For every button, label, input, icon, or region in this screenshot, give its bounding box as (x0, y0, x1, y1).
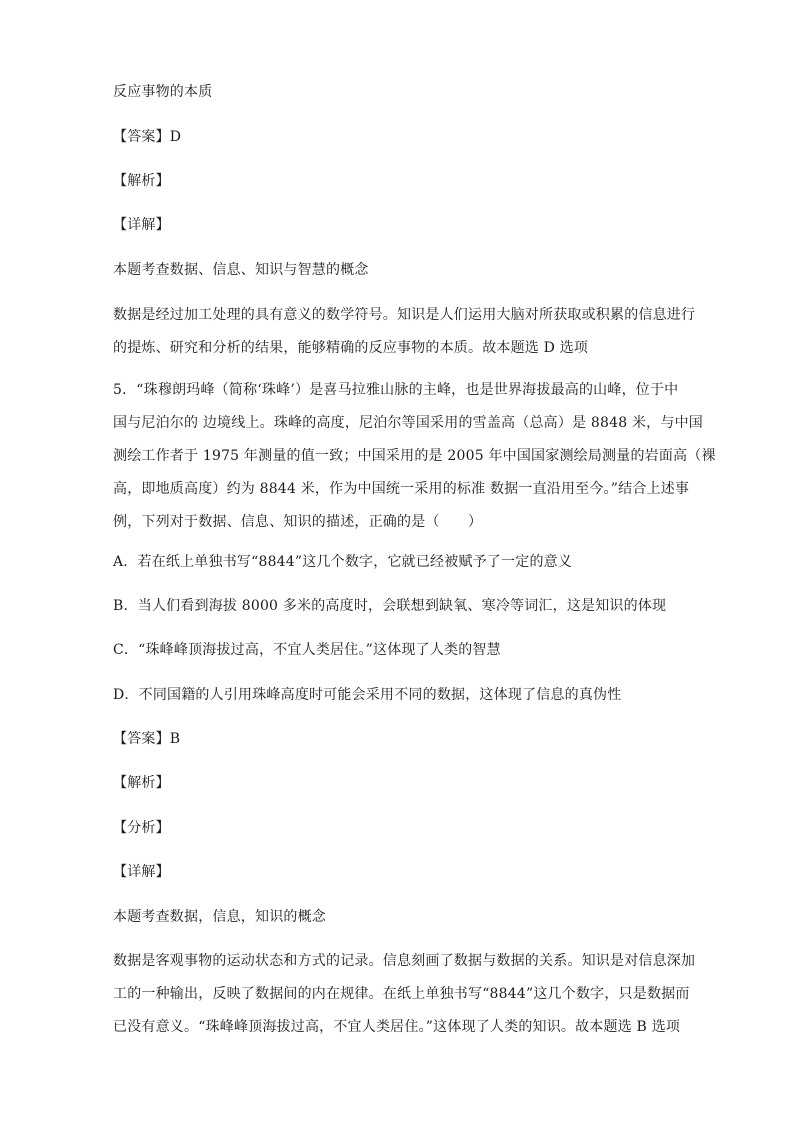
q5-stem-line-3: 测绘工作者于 1975 年测量的值一致；中国采用的是 2005 年中国国家测绘局测量的岩面高（裸 (113, 448, 716, 464)
q5-detail-line-2: 数据是客观事物的运动状态和方式的记录。信息刻画了数据与数据的关系。知识是对信息深加 (113, 953, 696, 969)
q5-breakdown-heading: 【分析】 (113, 820, 170, 836)
q5-option-c: C．“珠峰峰顶海拔过高，不宜人类居住。”这体现了人类的智慧 (113, 642, 501, 658)
q4-detail-heading: 【详解】 (113, 217, 170, 233)
q5-stem-line-2: 国与尼泊尔的 边境线上。珠峰的高度，尼泊尔等国采用的雪盖高（总高）是 8848 米，与中国 (113, 415, 703, 431)
q4-detail-line-1: 本题考查数据、信息、知识与智慧的概念 (113, 262, 369, 278)
q5-detail-line-3: 工的一种输出，反映了数据间的内在规律。在纸上单独书写“8844”这几个数字，只是数据而 (113, 986, 690, 1002)
q4-detail-line-2: 数据是经过加工处理的具有意义的数学符号。知识是人们运用大脑对所获取或积累的信息进行 (113, 307, 696, 323)
q4-continuation-text: 反应事物的本质 (113, 84, 213, 100)
q5-answer: 【答案】B (113, 731, 181, 747)
q5-option-d: D．不同国籍的人引用珠峰高度时可能会采用不同的数据，这体现了信息的真伪性 (113, 687, 622, 703)
q5-stem-line-4: 高，即地质高度）约为 8844 米，作为中国统一采用的标准 数据一直沿用至今。”结合上述事 (113, 481, 690, 497)
q5-stem-line-5: 例，下列对于数据、信息、知识的描述，正确的是（ ） (113, 514, 483, 530)
q5-detail-line-1: 本题考查数据，信息，知识的概念 (113, 909, 326, 925)
q5-stem-line-1: 5．“珠穆朗玛峰（简称‘珠峰’）是喜马拉雅山脉的主峰，也是世界海拔最高的山峰，位于中 (113, 382, 679, 398)
q5-detail-heading: 【详解】 (113, 864, 170, 880)
q5-detail-line-4: 已没有意义。“珠峰峰顶海拔过高，不宜人类居住。”这体现了人类的知识。故本题选 B 选项 (113, 1019, 681, 1035)
q5-option-b: B．当人们看到海拔 8000 多米的高度时，会联想到缺氧、寒冷等词汇，这是知识的体现 (113, 598, 667, 614)
q4-analysis-heading: 【解析】 (113, 173, 170, 189)
q4-answer: 【答案】D (113, 129, 182, 145)
q5-option-a: A．若在纸上单独书写“8844”这几个数字，它就已经被赋予了一定的意义 (113, 554, 573, 570)
q5-analysis-heading: 【解析】 (113, 775, 170, 791)
q4-detail-line-3: 的提炼、研究和分析的结果，能够精确的反应事物的本质。故本题选 D 选项 (113, 340, 589, 356)
